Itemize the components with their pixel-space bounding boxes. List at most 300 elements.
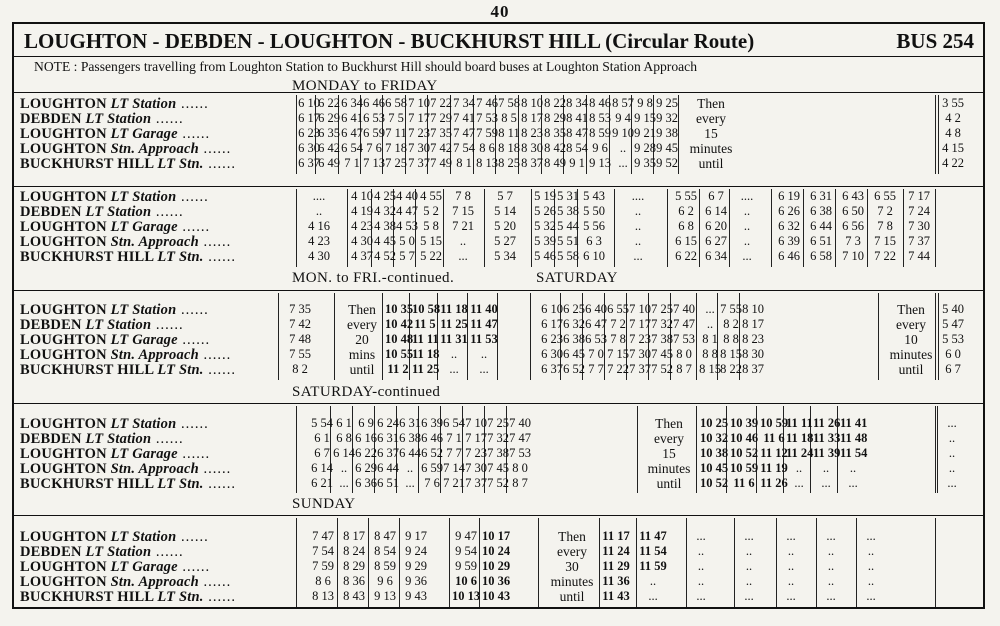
- departure-time: 4 53: [396, 219, 418, 233]
- departure-time: 11 17: [602, 529, 630, 543]
- departure-time: 6 7: [708, 189, 724, 203]
- stop-place: LOUGHTON: [20, 416, 107, 432]
- departure-time: 6 31: [810, 189, 832, 203]
- departure-time: 8 23: [521, 126, 543, 140]
- departure-time: 9 43: [405, 589, 427, 603]
- departure-time: 8 30: [742, 347, 764, 361]
- departure-time: 8 36: [343, 574, 365, 588]
- departure-time: 6 14: [333, 446, 355, 460]
- stop-place: LOUGHTON: [20, 141, 107, 157]
- departure-time: 6 44: [399, 446, 421, 460]
- departure-time: 6 38: [563, 332, 585, 346]
- departure-time: 6 23: [541, 332, 563, 346]
- stop-suffix: Stn. Approach: [110, 347, 199, 363]
- departure-time: 6 58: [385, 96, 407, 110]
- departure-time: 6 54: [341, 141, 363, 155]
- departure-time: 6 46: [363, 96, 385, 110]
- departure-time: 9 28: [634, 141, 656, 155]
- departure-time: 7 46: [476, 96, 498, 110]
- departure-time: 8 22: [720, 362, 742, 376]
- column-rule: [296, 95, 297, 174]
- departure-time: ...: [405, 476, 415, 490]
- departure-time: 6 17: [298, 111, 320, 125]
- departure-time: ...: [786, 589, 796, 603]
- departure-time: 6 34: [705, 249, 727, 263]
- departure-time: 7 15: [874, 234, 896, 248]
- stop-place: LOUGHTON: [20, 234, 107, 250]
- departure-time: 5 26: [534, 204, 556, 218]
- column-rule: [935, 518, 936, 607]
- departure-time: 7 55: [720, 302, 742, 316]
- departure-time: 6 9: [358, 416, 374, 430]
- departure-time: 5 31: [557, 189, 579, 203]
- departure-time: 4 10: [351, 189, 373, 203]
- departure-time: 10 48: [385, 332, 414, 346]
- leader-dots: ......: [151, 317, 184, 333]
- departure-time: 9 52: [656, 156, 678, 170]
- departure-time: ..: [706, 317, 714, 331]
- stop-place: LOUGHTON: [20, 96, 107, 112]
- departure-time: ..: [649, 574, 657, 588]
- departure-time: 6 46: [421, 431, 443, 445]
- departure-time: 6 30: [541, 347, 563, 361]
- route-note: NOTE : Passengers travelling from Loughton Station to Buckhurst Hill should board buses at Loughton Station Approach: [34, 59, 697, 74]
- frequency-note: 10: [904, 332, 918, 347]
- column-rule: [538, 518, 539, 607]
- departure-time: 8 0: [512, 461, 528, 475]
- departure-time: 6 8: [336, 431, 352, 445]
- departure-time: 8 25: [498, 156, 520, 170]
- departure-time: 7 41: [453, 111, 475, 125]
- column-rule: [696, 293, 697, 380]
- departure-time: 7 10: [629, 302, 651, 316]
- stop-name: [20, 156, 236, 173]
- departure-time: ...: [794, 476, 804, 490]
- departure-time: 9 17: [405, 529, 427, 543]
- departure-time: 11 43: [602, 589, 630, 603]
- departure-time: 7 22: [607, 362, 629, 376]
- leader-dots: ......: [198, 461, 232, 477]
- departure-time: 11 24: [602, 544, 630, 558]
- departure-time: 6 51: [810, 234, 832, 248]
- frequency-note: 20: [355, 332, 369, 347]
- departure-time: 6 14: [705, 204, 727, 218]
- departure-time: 8 23: [742, 332, 764, 346]
- frequency-note: until: [656, 476, 682, 491]
- departure-time: 9 15: [634, 111, 656, 125]
- departure-time: 6 37: [377, 446, 399, 460]
- stop-place: LOUGHTON: [20, 332, 107, 348]
- departure-time: 8 47: [374, 529, 396, 543]
- departure-time: ...: [866, 589, 876, 603]
- departure-time: 6 31: [399, 416, 421, 430]
- departure-time: 8 24: [343, 544, 365, 558]
- departure-time: 9 6: [377, 574, 393, 588]
- departure-time: 4 40: [396, 189, 418, 203]
- departure-time: ...: [696, 589, 706, 603]
- departure-time: 8 5: [501, 111, 517, 125]
- leader-dots: ......: [177, 332, 211, 348]
- departure-time: ..: [795, 461, 803, 475]
- stop-name: [20, 476, 236, 493]
- frequency-note: every: [896, 317, 926, 332]
- departure-time: 8 10: [521, 96, 543, 110]
- departure-time: ...: [742, 249, 752, 263]
- departure-time: 7 10: [842, 249, 864, 263]
- departure-time: 5 47: [942, 317, 964, 331]
- stop-suffix: LT Garage: [110, 559, 178, 575]
- departure-time: 7 37: [629, 362, 651, 376]
- departure-time: 7 45: [651, 347, 673, 361]
- stop-suffix: LT Stn.: [157, 362, 204, 378]
- column-rule: [614, 189, 615, 267]
- departure-time: 8 7: [676, 362, 692, 376]
- departure-time: 7 52: [487, 476, 509, 490]
- departure-time: 6 1: [314, 431, 330, 445]
- departure-time: ..: [867, 559, 875, 573]
- departure-time: 10 13: [452, 589, 481, 603]
- departure-time: 7 49: [430, 156, 452, 170]
- departure-time: 6 52: [563, 362, 585, 376]
- stop-place: DEBDEN: [20, 317, 82, 333]
- departure-time: 6 25: [563, 302, 585, 316]
- bus-number: BUS 254: [896, 28, 974, 53]
- frequency-note: until: [898, 362, 924, 377]
- departure-time: 11 24: [786, 446, 814, 460]
- departure-time: 7 35: [289, 302, 311, 316]
- departure-time: 4 22: [942, 156, 964, 170]
- frequency-note: minutes: [889, 347, 933, 362]
- departure-time: 4 37: [351, 249, 373, 263]
- departure-time: 10 36: [482, 574, 511, 588]
- departure-time: 6 59: [363, 126, 385, 140]
- departure-time: 11 40: [470, 302, 498, 316]
- page-number: 40: [490, 2, 510, 21]
- departure-time: ..: [480, 347, 488, 361]
- departure-time: 5 7: [399, 249, 415, 263]
- departure-time: 7 23: [408, 126, 430, 140]
- departure-time: 6 54: [443, 416, 465, 430]
- leader-dots: ......: [177, 219, 211, 235]
- departure-time: 8 59: [589, 126, 611, 140]
- leader-dots: ......: [203, 589, 236, 605]
- column-rule: [935, 189, 936, 267]
- departure-time: 11 31: [440, 332, 468, 346]
- departure-time: 10 43: [482, 589, 511, 603]
- departure-time: 7 25: [385, 156, 407, 170]
- frequency-note: every: [347, 317, 377, 332]
- departure-time: ..: [634, 204, 642, 218]
- departure-time: 4 8: [945, 126, 961, 140]
- departure-time: 6 19: [778, 189, 800, 203]
- departure-time: ...: [848, 476, 858, 490]
- departure-time: ..: [948, 461, 956, 475]
- departure-time: 10 55: [385, 347, 414, 361]
- departure-time: 6 52: [421, 446, 443, 460]
- leader-dots: ......: [203, 476, 236, 492]
- departure-time: 11 47: [639, 529, 667, 543]
- departure-time: ..: [822, 461, 830, 475]
- frequency-note: 15: [662, 446, 676, 461]
- departure-time: ..: [787, 559, 795, 573]
- column-rule: [636, 518, 637, 607]
- departure-time: 5 46: [534, 249, 556, 263]
- departure-time: 4 30: [308, 249, 330, 263]
- departure-time: 5 53: [942, 332, 964, 346]
- frequency-note: minutes: [647, 461, 691, 476]
- departure-time: 9 59: [455, 559, 477, 573]
- departure-time: 10 59: [729, 461, 759, 475]
- departure-time: 5 15: [420, 234, 442, 248]
- departure-time: 5 2: [423, 204, 439, 218]
- column-rule: [856, 518, 857, 607]
- departure-time: 6 31: [377, 431, 399, 445]
- departure-time: 6 27: [705, 234, 727, 248]
- departure-time: 7 21: [452, 219, 474, 233]
- departure-time: 6 53: [585, 332, 607, 346]
- departure-time: 10 24: [482, 544, 511, 558]
- stop-place: BUCKHURST HILL: [20, 589, 154, 605]
- departure-time: ..: [827, 559, 835, 573]
- departure-time: 7 52: [651, 362, 673, 376]
- departure-time: 9 35: [634, 156, 656, 170]
- column-rule: [678, 95, 679, 174]
- departure-time: 11 54: [840, 446, 868, 460]
- stop-place: BUCKHURST HILL: [20, 249, 154, 265]
- departure-time: 7 25: [487, 416, 509, 430]
- section-rule: [14, 92, 983, 93]
- section-heading: SUNDAY: [292, 496, 356, 512]
- departure-time: 7 3: [845, 234, 861, 248]
- stop-suffix: LT Stn.: [157, 249, 204, 265]
- departure-time: 9 25: [656, 96, 678, 110]
- departure-time: 7 47: [673, 317, 695, 331]
- column-rule: [771, 189, 772, 267]
- leader-dots: ......: [176, 416, 209, 432]
- departure-time: 4 47: [396, 204, 418, 218]
- departure-time: 6 56: [842, 219, 864, 233]
- departure-time: 7 37: [465, 476, 487, 490]
- departure-time: 6 53: [363, 111, 385, 125]
- frequency-note: Then: [655, 416, 683, 431]
- departure-time: 8 30: [521, 141, 543, 155]
- departure-time: 7 8: [455, 189, 471, 203]
- departure-time: 8 8: [723, 332, 739, 346]
- departure-time: 6 55: [874, 189, 896, 203]
- departure-time: 11 41: [840, 416, 868, 430]
- departure-time: 9 32: [656, 111, 678, 125]
- departure-time: ..: [787, 544, 795, 558]
- departure-time: 7 38: [651, 332, 673, 346]
- stop-place: DEBDEN: [20, 111, 82, 127]
- departure-time: 5 14: [494, 204, 516, 218]
- departure-time: ..: [743, 204, 751, 218]
- departure-time: 6 59: [421, 461, 443, 475]
- departure-time: 5 7: [497, 189, 513, 203]
- departure-time: 8 7: [512, 476, 528, 490]
- departure-time: 7 8: [877, 219, 893, 233]
- departure-time: 6 39: [421, 416, 443, 430]
- stop-place: LOUGHTON: [20, 347, 107, 363]
- stop-place: DEBDEN: [20, 204, 82, 220]
- stop-place: LOUGHTON: [20, 446, 107, 462]
- departure-time: 7 59: [312, 559, 334, 573]
- departure-time: 6 46: [778, 249, 800, 263]
- departure-time: ...: [786, 529, 796, 543]
- departure-time: 7 7: [446, 446, 462, 460]
- departure-time: 5 55: [675, 189, 697, 203]
- departure-time: 8 17: [343, 529, 365, 543]
- leader-dots: ......: [151, 204, 184, 220]
- departure-time: 4 55: [420, 189, 442, 203]
- departure-time: 8 13: [476, 156, 498, 170]
- departure-time: 5 50: [583, 204, 605, 218]
- departure-time: 7 47: [312, 529, 334, 543]
- stop-place: BUCKHURST HILL: [20, 156, 154, 172]
- departure-time: 7 35: [430, 126, 452, 140]
- departure-time: ..: [827, 544, 835, 558]
- column-rule: [449, 518, 450, 607]
- departure-time: 11 26: [813, 416, 841, 430]
- departure-time: 6 30: [298, 141, 320, 155]
- frequency-note: until: [349, 362, 375, 377]
- frequency-note: Then: [697, 96, 725, 111]
- departure-time: 9 54: [455, 544, 477, 558]
- section-rule: [14, 403, 983, 404]
- stop-suffix: Stn. Approach: [110, 574, 199, 590]
- departure-time: 6 21: [311, 476, 333, 490]
- departure-time: 8 6: [479, 141, 495, 155]
- departure-time: 7 34: [453, 96, 475, 110]
- column-rule: [399, 518, 400, 607]
- departure-time: 11 19: [760, 461, 788, 475]
- departure-time: 7 23: [465, 446, 487, 460]
- departure-time: 10 6: [455, 574, 477, 588]
- departure-time: ...: [449, 362, 459, 376]
- departure-time: 5 43: [583, 189, 605, 203]
- column-rule: [816, 518, 817, 607]
- departure-time: 7 22: [874, 249, 896, 263]
- timetable-title: [24, 27, 974, 55]
- departure-time: 6 45: [563, 347, 585, 361]
- departure-time: 8 22: [544, 96, 566, 110]
- departure-time: 6 29: [355, 461, 377, 475]
- departure-time: 7 32: [487, 431, 509, 445]
- departure-time: 5 32: [534, 219, 556, 233]
- departure-time: 7 42: [289, 317, 311, 331]
- departure-time: 6 44: [377, 461, 399, 475]
- departure-time: 4 32: [374, 204, 396, 218]
- leader-dots: ......: [176, 96, 209, 112]
- stop-suffix: LT Garage: [110, 126, 178, 142]
- departure-time: ...: [633, 249, 643, 263]
- route-title: LOUGHTON - DEBDEN - LOUGHTON - BUCKHURST HILL (Circular Route): [24, 28, 755, 53]
- departure-time: 8 37: [742, 362, 764, 376]
- departure-time: 9 8: [637, 96, 653, 110]
- departure-time: 7 1: [344, 156, 360, 170]
- departure-time: 5 58: [557, 249, 579, 263]
- departure-time: 9 1: [569, 156, 585, 170]
- leader-dots: ......: [176, 529, 209, 545]
- departure-time: 7 2: [610, 317, 626, 331]
- departure-time: 4 25: [374, 189, 396, 203]
- departure-time: 7 17: [629, 317, 651, 331]
- departure-time: 5 22: [420, 249, 442, 263]
- departure-time: ..: [634, 219, 642, 233]
- stop-place: LOUGHTON: [20, 529, 107, 545]
- departure-time: 7 11: [385, 126, 407, 140]
- departure-time: 8 2: [292, 362, 308, 376]
- departure-time: 6 38: [399, 431, 421, 445]
- departure-time: 6 14: [311, 461, 333, 475]
- column-rule: [686, 518, 687, 607]
- departure-time: 6 35: [318, 126, 340, 140]
- column-rule: [334, 293, 335, 380]
- departure-time: 8 10: [742, 302, 764, 316]
- column-rule: [530, 293, 531, 380]
- departure-time: 8 15: [720, 347, 742, 361]
- departure-time: 11 11: [412, 332, 439, 346]
- departure-time: 7 53: [673, 332, 695, 346]
- column-rule: [938, 95, 939, 174]
- departure-time: 8 41: [566, 111, 588, 125]
- departure-time: 6 32: [778, 219, 800, 233]
- leader-dots: ......: [203, 362, 236, 378]
- departure-time: 5 40: [942, 302, 964, 316]
- leader-dots: ......: [151, 111, 184, 127]
- departure-time: 7 13: [363, 156, 385, 170]
- section-heading: MONDAY to FRIDAY: [292, 78, 438, 94]
- departure-time: 6 10: [541, 302, 563, 316]
- departure-time: ...: [479, 362, 489, 376]
- departure-time: 6 17: [541, 317, 563, 331]
- departure-time: 5 27: [494, 234, 516, 248]
- stop-suffix: Stn. Approach: [110, 461, 199, 477]
- departure-time: 10 25: [699, 416, 729, 430]
- departure-time: 11 11: [786, 416, 813, 430]
- stop-suffix: LT Stn.: [157, 589, 204, 605]
- section-heading: MON. to FRI.-continued.: [292, 270, 455, 286]
- stop-place: DEBDEN: [20, 544, 82, 560]
- column-rule: [347, 189, 348, 267]
- stop-suffix: LT Station: [110, 96, 177, 112]
- leader-dots: ......: [176, 189, 209, 205]
- departure-time: 10 35: [385, 302, 414, 316]
- departure-time: 11 26: [760, 476, 788, 490]
- departure-time: 11 25: [440, 317, 468, 331]
- departure-time: 10 59: [759, 416, 789, 430]
- column-rule: [667, 189, 668, 267]
- departure-time: 6 38: [810, 204, 832, 218]
- departure-time: 10 17: [482, 529, 511, 543]
- departure-time: 6 51: [377, 476, 399, 490]
- departure-time: 10 32: [699, 431, 729, 445]
- departure-time: 5 44: [557, 219, 579, 233]
- departure-time: 8 47: [566, 126, 588, 140]
- departure-time: 7 30: [908, 219, 930, 233]
- frequency-note: 15: [704, 126, 718, 141]
- departure-time: 6 26: [778, 204, 800, 218]
- stop-name: [20, 362, 236, 379]
- departure-time: 8 43: [343, 589, 365, 603]
- stop-name: [20, 589, 236, 606]
- departure-time: 8 29: [343, 559, 365, 573]
- departure-time: 7 0: [588, 347, 604, 361]
- frequency-note: until: [698, 156, 724, 171]
- departure-time: 6 58: [810, 249, 832, 263]
- departure-time: ...: [826, 529, 836, 543]
- departure-time: 7 45: [487, 461, 509, 475]
